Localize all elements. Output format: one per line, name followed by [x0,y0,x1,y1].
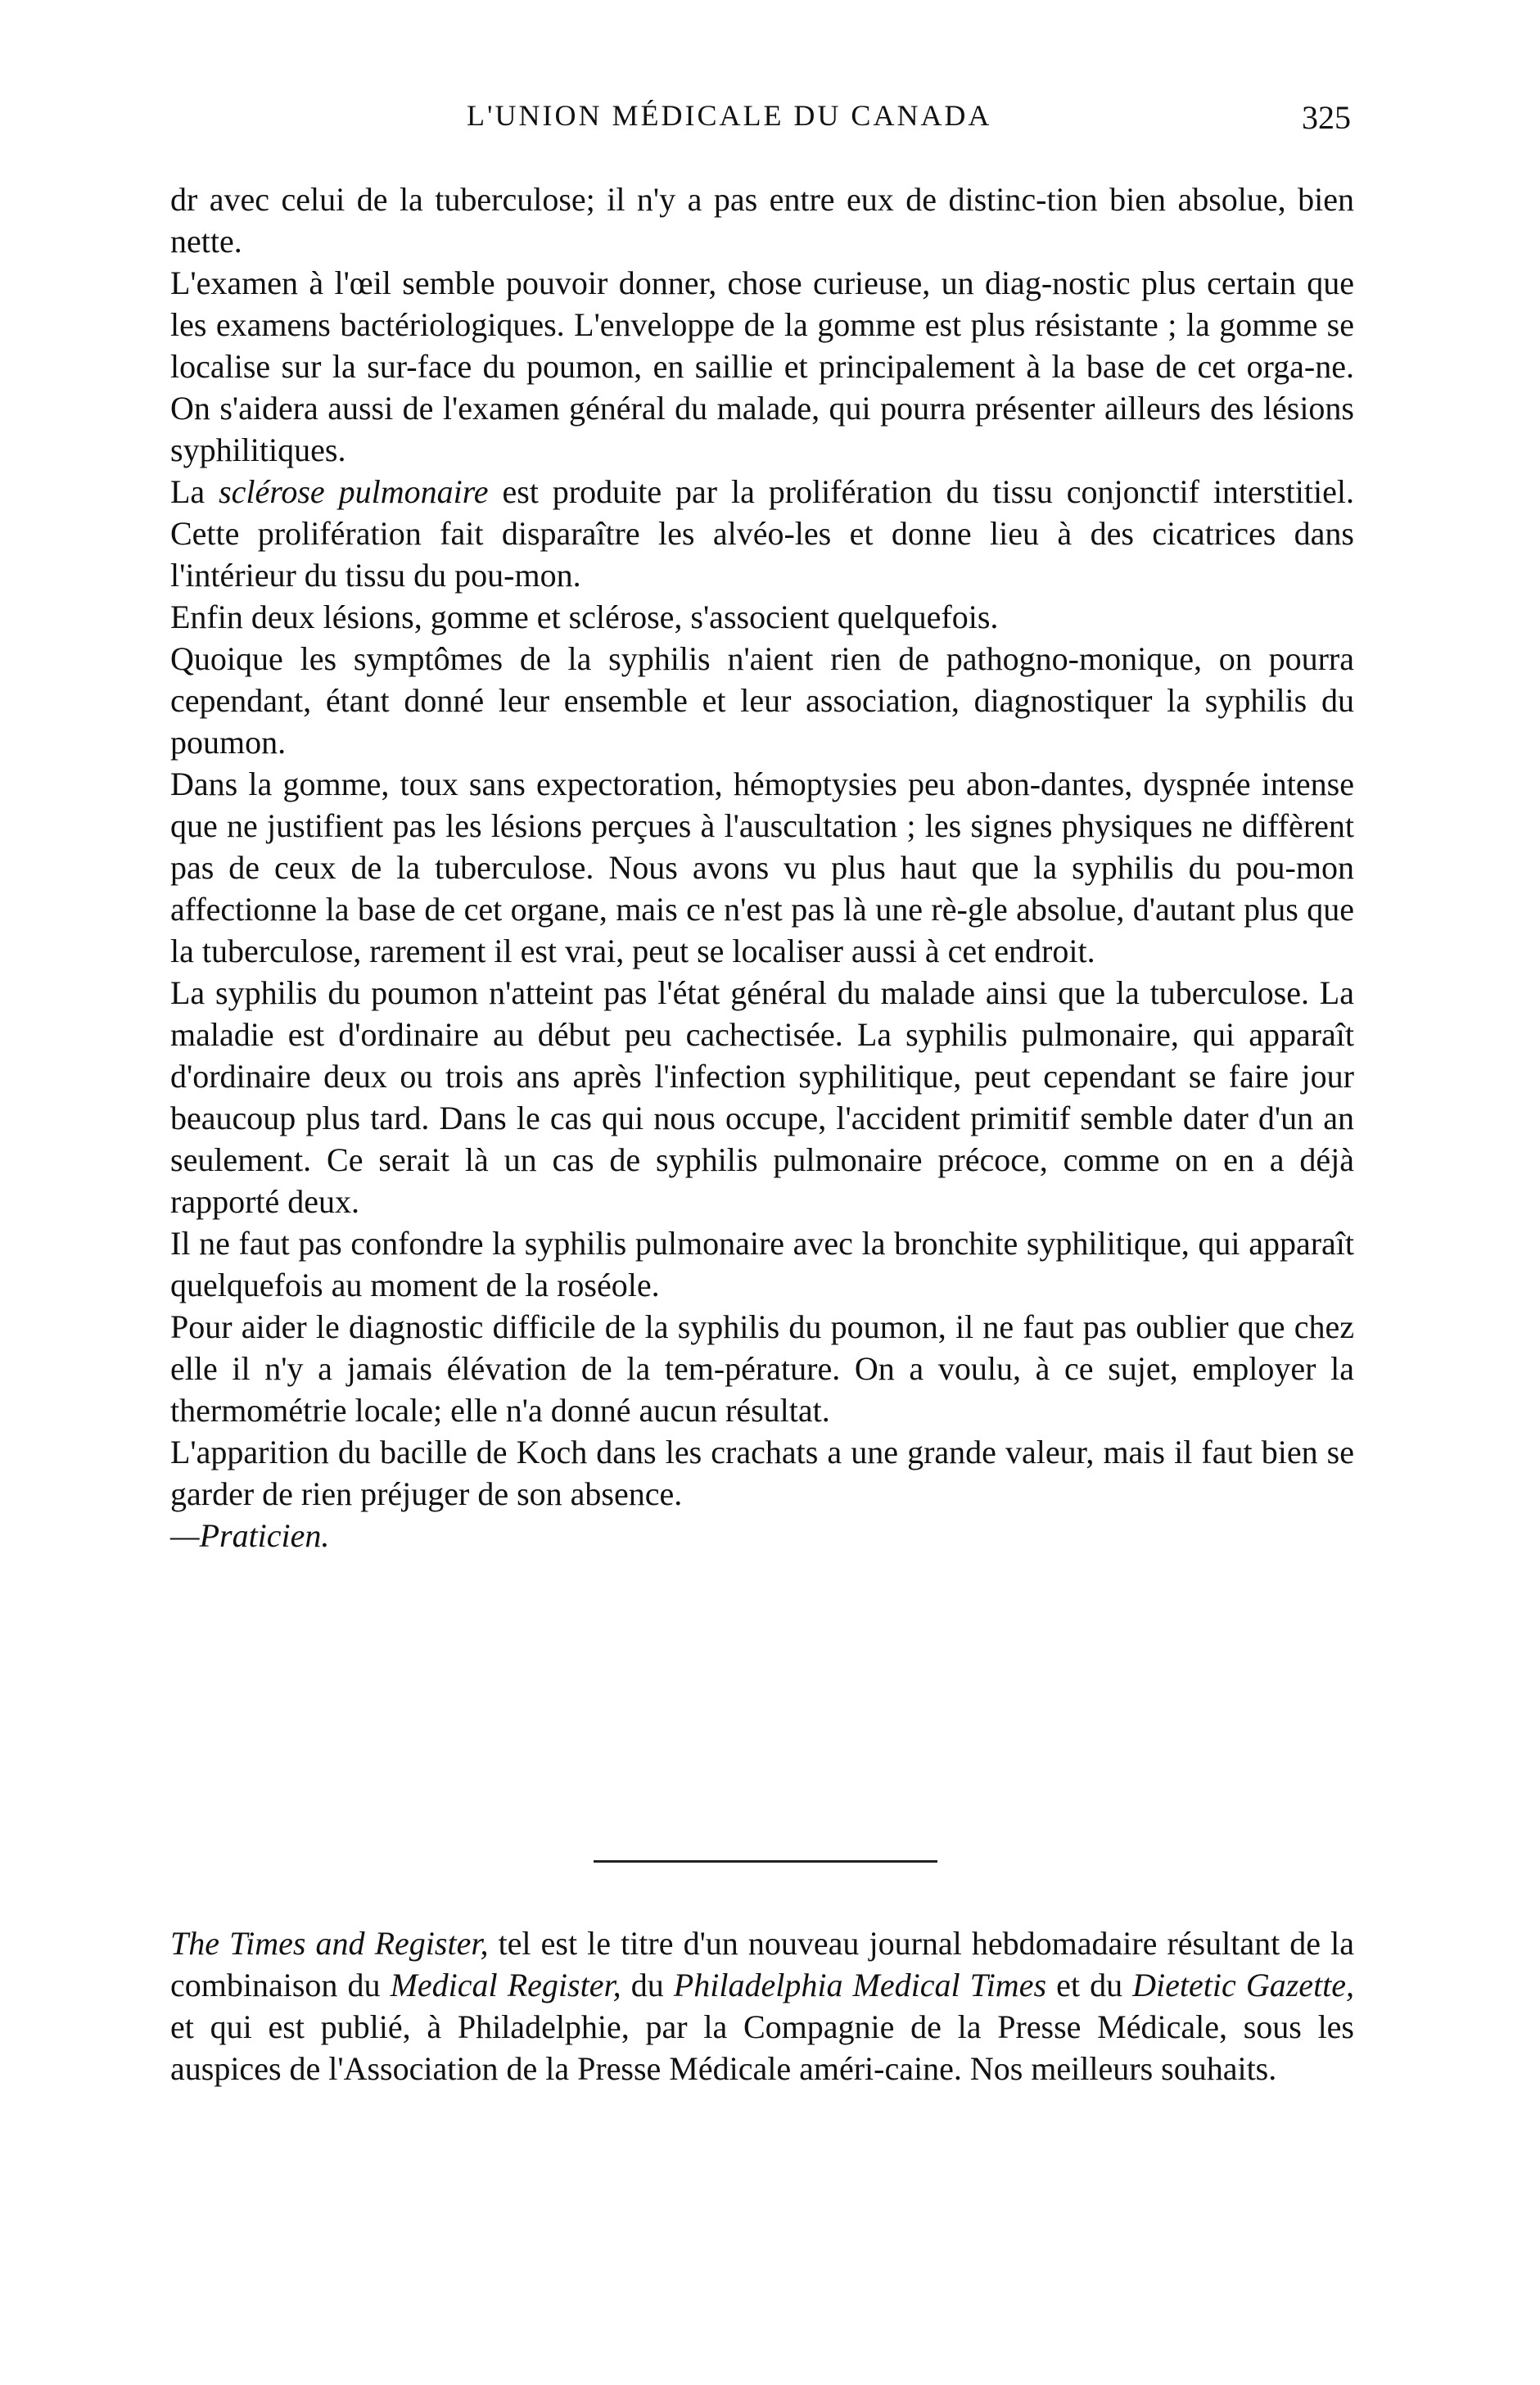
page-number: 325 [1302,99,1351,136]
paragraph-lead: La [170,473,205,510]
journal-note [170,1922,1354,2089]
running-title: L'UNION MÉDICALE DU CANADA [467,99,992,132]
paragraph: Enfin deux lésions, gomme et sclérose, s'associent quelquefois. [170,599,999,635]
journal-title: Philadelphia Medical Times [673,1967,1047,2003]
paragraph: Il ne faut pas confondre la syphilis pulmonaire avec la bronchite syphilitique, qui apparaît quelquefois au moment de la roséole. [170,1225,1354,1303]
paragraph: L'examen à l'œil semble pouvoir donner, chose curieuse, un diag-nostic plus certain que les examens bactériologiques. L'enveloppe de la gomme est plus résistante ; la gomme se localise sur la sur-face du poumon, en saillie et principalement à la base de cet orga-ne. On s'aidera aussi de l'examen général du malade, qui pourra présenter ailleurs des lésions syphilitiques. [170,264,1354,468]
italic-term: sclérose pulmonaire [219,473,489,510]
article-body [170,178,1354,1556]
paragraph: The Times and Register, tel est le titre d'un nouveau journal hebdomadaire résultant de la combinaison du Medical Register, du Philadelphia Medical Times et du Dietetic Gazette, et qui est publié, à Philadelphie, par la Compagnie de la Presse Médicale, sous les auspices de l'Association de la Presse Médicale améri-caine. Nos meilleurs souhaits. [170,1925,1355,2087]
paragraph: L'apparition du bacille de Koch dans les crachats a une grande valeur, mais il faut bien se garder de rien préjuger de son absence. [170,1434,1354,1512]
paragraph-text: est produite par la prolifération du tissu conjonctif interstitiel. Cette prolifération fait disparaître les alvéo-les et donne lieu à des cicatrices dans l'intérieur du tissu du pou-mon. [170,473,1355,594]
paragraph: Quoique les symptômes de la syphilis n'aient rien de pathogno-monique, on pourra cependant, étant donné leur ensemble et leur association, diagnostiquer la syphilis du poumon. [170,640,1354,761]
paragraph: Pour aider le diagnostic difficile de la syphilis du poumon, il ne faut pas oublier que chez elle il n'y a jamais élévation de la tem-pérature. On a voulu, à ce sujet, employer la thermométrie locale; elle n'a donné aucun résultat. [170,1308,1354,1429]
page-header [188,98,1351,147]
paragraph: Dans la gomme, toux sans expectoration, hémoptysies peu abon-dantes, dyspnée intense que ne justifient pas les lésions perçues à l'auscultation ; les signes physiques ne diffèrent pas de ceux de la tuberculose. Nous avons vu plus haut que la syphilis du pou-mon affectionne la base de cet organe, mais ce n'est pas là une rè-gle absolue, d'autant plus que la tuberculose, rarement il est vrai, peut se localiser aussi à cet endroit. [170,766,1354,969]
journal-title: Dietetic Gazette, [1132,1967,1355,2003]
source-attribution: —Praticien. [170,1517,330,1554]
paragraph: dr avec celui de la tuberculose; il n'y a pas entre eux de distinc-tion bien absolue, bien nette. [170,181,1354,260]
journal-title: Medical Register, [390,1967,621,2003]
journal-title: The Times and Register, [170,1925,489,1962]
section-divider [594,1860,937,1863]
paragraph: La syphilis du poumon n'atteint pas l'état général du malade ainsi que la tuberculose. La maladie est d'ordinaire au début peu cachectisée. La syphilis pulmonaire, qui apparaît d'ordinaire deux ou trois ans après l'infection syphilitique, peut cependant se faire jour beaucoup plus tard. Dans le cas qui nous occupe, l'accident primitif semble dater d'un an seulement. Ce serait là un cas de syphilis pulmonaire précoce, comme on en a déjà rapporté deux. [170,974,1354,1220]
paragraph [170,471,1354,596]
